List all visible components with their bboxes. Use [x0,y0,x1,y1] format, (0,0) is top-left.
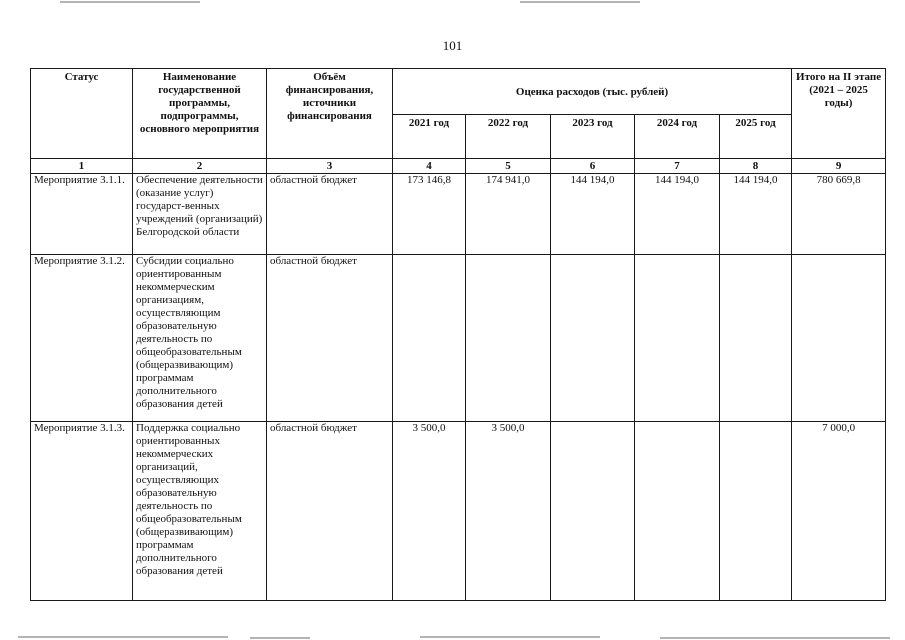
row-value-2024 [635,255,720,422]
row-value-2022: 3 500,0 [466,422,551,601]
column-number: 3 [267,159,393,174]
header-row-top [31,69,886,115]
row-source: областной бюджет [267,174,393,255]
row-value-2023: 144 194,0 [551,174,635,255]
column-number: 2 [133,159,267,174]
row-value-2022: 174 941,0 [466,174,551,255]
column-number: 8 [720,159,792,174]
row-name: Обеспечение деятельности (оказание услуг) государст-венных учреждений (организаций) Белгородской области [133,174,267,255]
scan-edge-line [60,1,200,3]
row-total: 780 669,8 [792,174,886,255]
row-value-2023 [551,255,635,422]
header-year-2025: 2025 год [720,115,792,159]
column-number: 6 [551,159,635,174]
header-year-2024: 2024 год [635,115,720,159]
header-total: Итого на II этапе (2021 – 2025 годы) [792,69,886,159]
row-value-2021: 3 500,0 [393,422,466,601]
row-value-2024 [635,422,720,601]
header-year-2022: 2022 год [466,115,551,159]
row-total [792,255,886,422]
row-value-2025: 144 194,0 [720,174,792,255]
header-year-2023: 2023 год [551,115,635,159]
page-number: 101 [442,38,463,53]
row-value-2025 [720,422,792,601]
header-status: Статус [31,69,133,159]
table-row [31,422,886,601]
table-row [31,255,886,422]
header-costs: Оценка расходов (тыс. рублей) [393,69,792,115]
header-name: Наименование государственной программы, подпрограммы, основного мероприятия [133,69,267,159]
scan-edge-line [18,636,228,638]
row-value-2021 [393,255,466,422]
row-source: областной бюджет [267,422,393,601]
row-value-2024: 144 194,0 [635,174,720,255]
column-number: 4 [393,159,466,174]
column-numbers-row [31,159,886,174]
budget-table [30,68,886,601]
row-status: Мероприятие 3.1.1. [31,174,133,255]
row-name: Субсидии социально ориентированным некоммерческим организациям, осуществляющим образовательную деятельность по общеобразовательным (общеразвивающим) программам дополнительного образования детей [133,255,267,422]
row-total: 7 000,0 [792,422,886,601]
row-value-2022 [466,255,551,422]
column-number: 5 [466,159,551,174]
row-source: областной бюджет [267,255,393,422]
scan-edge-line [420,636,600,638]
table-row [31,174,886,255]
column-number: 1 [31,159,133,174]
scan-edge-line [520,1,640,3]
scan-edge-line [250,637,310,639]
row-status: Мероприятие 3.1.3. [31,422,133,601]
header-year-2021: 2021 год [393,115,466,159]
row-name: Поддержка социально ориентированных некоммерческих организаций, осуществляющих образовательную деятельность по общеобразовательным (общеразвивающим) программам дополнительного образования детей [133,422,267,601]
header-financing: Объём финансирования, источники финансирования [267,69,393,159]
row-value-2023 [551,422,635,601]
row-status: Мероприятие 3.1.2. [31,255,133,422]
column-number: 9 [792,159,886,174]
row-value-2025 [720,255,792,422]
scan-edge-line [660,637,890,639]
column-number: 7 [635,159,720,174]
row-value-2021: 173 146,8 [393,174,466,255]
